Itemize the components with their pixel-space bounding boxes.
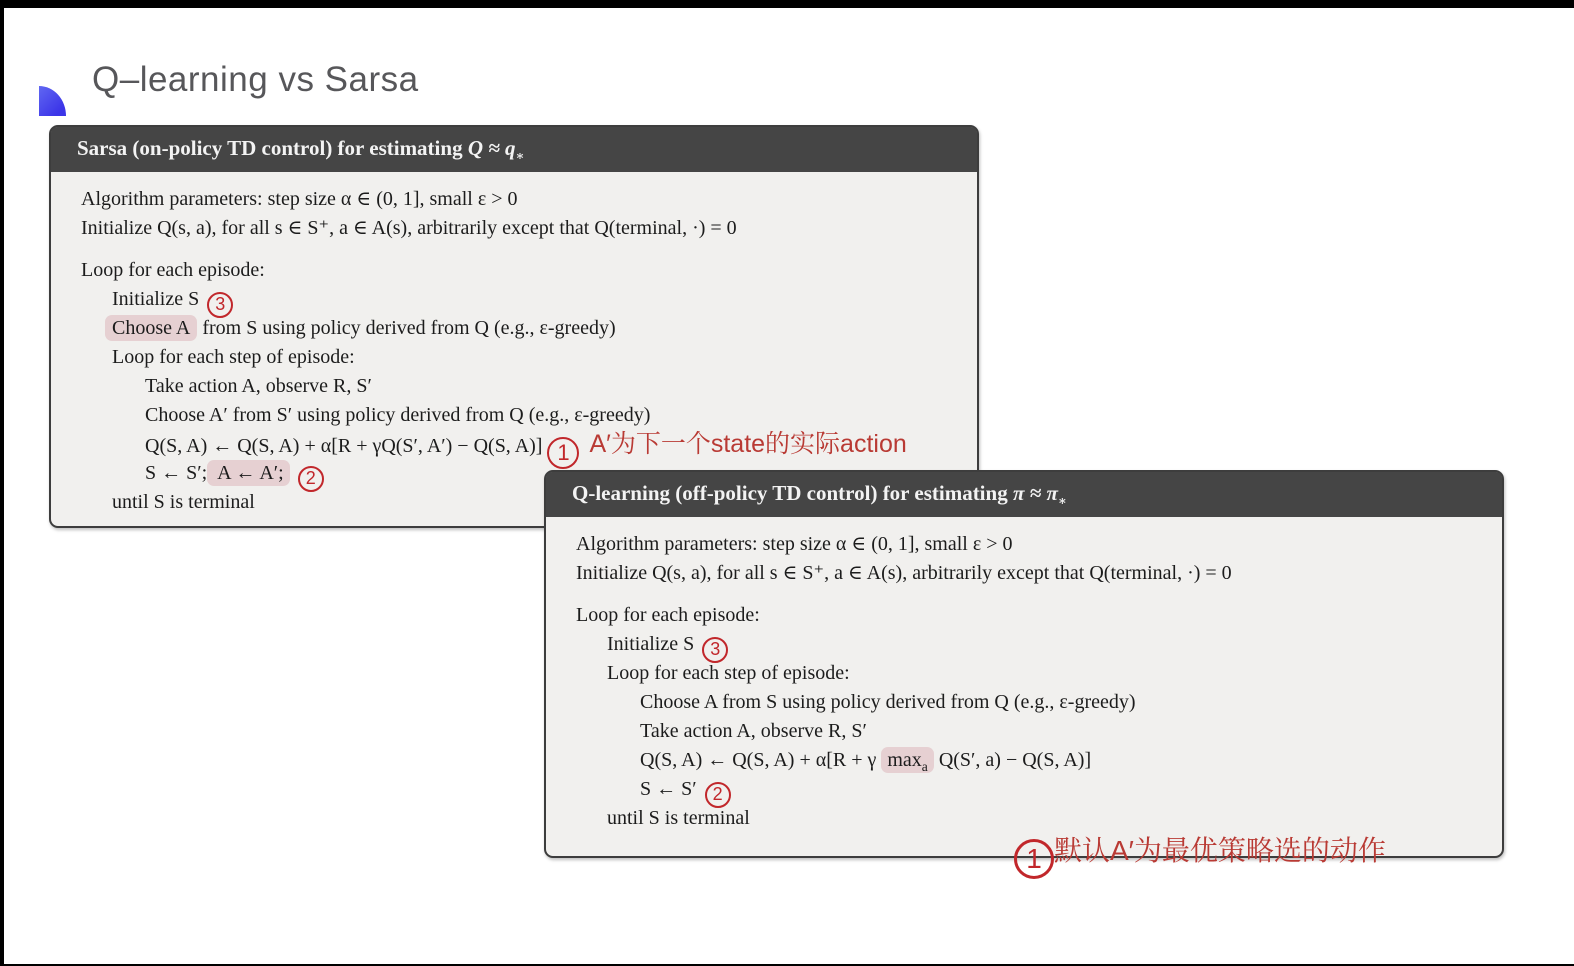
qlearning-box-body <box>546 517 1502 875</box>
qlearning-init-s-text: Initialize S <box>607 633 695 656</box>
sarsa-init-s-text: Initialize S <box>112 288 200 311</box>
sarsa-line-take: Take action A, observe R, S′ <box>145 375 372 398</box>
circled-3-badge: 3 <box>702 637 728 663</box>
sarsa-annotation-text: A′为下一个state的实际action <box>589 430 907 459</box>
sarsa-header-math-sub: ∗ <box>515 148 525 164</box>
qlearning-line-loop-step: Loop for each step of episode: <box>607 662 850 685</box>
qlearning-box-header <box>546 472 1502 517</box>
sarsa-header-text: Sarsa (on-policy TD control) for estimating <box>77 136 468 160</box>
sarsa-box-header <box>51 127 977 172</box>
qlearning-line-init-q: Initialize Q(s, a), for all s ∈ S⁺, a ∈ A(s), arbitrarily except that Q(terminal, ·) = 0 <box>576 562 1232 585</box>
qlearning-line-params: Algorithm parameters: step size α ∈ (0, 1], small ε > 0 <box>576 533 1013 556</box>
slide-accent-shape <box>39 86 66 116</box>
qlearning-line-update <box>546 746 1502 775</box>
qlearning-line-assign <box>546 775 1502 804</box>
qlearning-annotation <box>1014 829 1386 879</box>
qlearning-line-init-s <box>546 630 1502 659</box>
sarsa-line-update <box>51 430 977 466</box>
sarsa-line-init-s <box>51 285 977 314</box>
circled-2-badge: 2 <box>705 782 731 808</box>
max-sub-a: a <box>921 759 928 775</box>
sarsa-line-init-q: Initialize Q(s, a), for all s ∈ S⁺, a ∈ A(s), arbitrarily except that Q(terminal, ·) = 0 <box>81 217 737 240</box>
line-gap <box>51 243 977 256</box>
sarsa-assign-pre: S ← S′; <box>145 462 208 485</box>
circled-2-badge: 2 <box>298 466 324 492</box>
qlearning-line-until: until S is terminal <box>607 807 750 830</box>
qlearning-line-loop-episode: Loop for each episode: <box>576 604 760 627</box>
line-gap <box>546 588 1502 601</box>
qlearning-header-math-sub: ∗ <box>1057 493 1067 509</box>
sarsa-box-body <box>51 172 977 517</box>
sarsa-algorithm-box <box>49 125 979 528</box>
sarsa-line-choose2: Choose A′ from S′ using policy derived from Q (e.g., ε-greedy) <box>145 404 651 427</box>
qlearning-algorithm-box <box>544 470 1504 875</box>
page-title: Q–learning vs Sarsa <box>92 60 419 99</box>
circled-1-badge: 1 <box>1014 839 1054 879</box>
sarsa-line-params: Algorithm parameters: step size α ∈ (0, 1], small ε > 0 <box>81 188 518 211</box>
qlearning-update-pre: Q(S, A) ← Q(S, A) + α[R + γ <box>640 749 882 772</box>
sarsa-update-formula: Q(S, A) ← Q(S, A) + α[R + γQ(S′, A′) − Q(S, A)] <box>145 435 543 458</box>
sarsa-line-loop-step: Loop for each step of episode: <box>112 346 355 369</box>
sarsa-line-choose <box>51 314 977 343</box>
qlearning-line-take: Take action A, observe R, S′ <box>640 720 867 743</box>
sarsa-choose-rest: from S using policy derived from Q (e.g., ε-greedy) <box>197 317 616 340</box>
qlearning-header-math: $\pi \approx \pi_∗$ <box>1012 481 1067 509</box>
circled-1-badge: 1 <box>547 437 579 469</box>
qlearning-header-text: Q-learning (off-policy TD control) for estimating <box>572 481 1013 505</box>
qlearning-annotation-text: 默认A′为最优策略选的动作 <box>1054 835 1386 867</box>
qlearning-assign-text: S ← S′ <box>640 778 697 801</box>
max-text: max <box>887 749 922 772</box>
sarsa-line-loop-episode: Loop for each episode: <box>81 259 265 282</box>
sarsa-line-until: until S is terminal <box>112 491 255 514</box>
max-a-highlight <box>881 747 933 773</box>
choose-a-highlight: Choose A <box>105 315 197 341</box>
circled-3-badge: 3 <box>207 292 233 318</box>
qlearning-update-post: Q(S′, a) − Q(S, A)] <box>933 749 1092 772</box>
qlearning-line-choose: Choose A from S using policy derived from Q (e.g., ε-greedy) <box>640 691 1136 714</box>
sarsa-header-math: $Q \approx q_∗$ <box>467 136 525 164</box>
a-assign-highlight: A ← A′; <box>207 460 290 486</box>
